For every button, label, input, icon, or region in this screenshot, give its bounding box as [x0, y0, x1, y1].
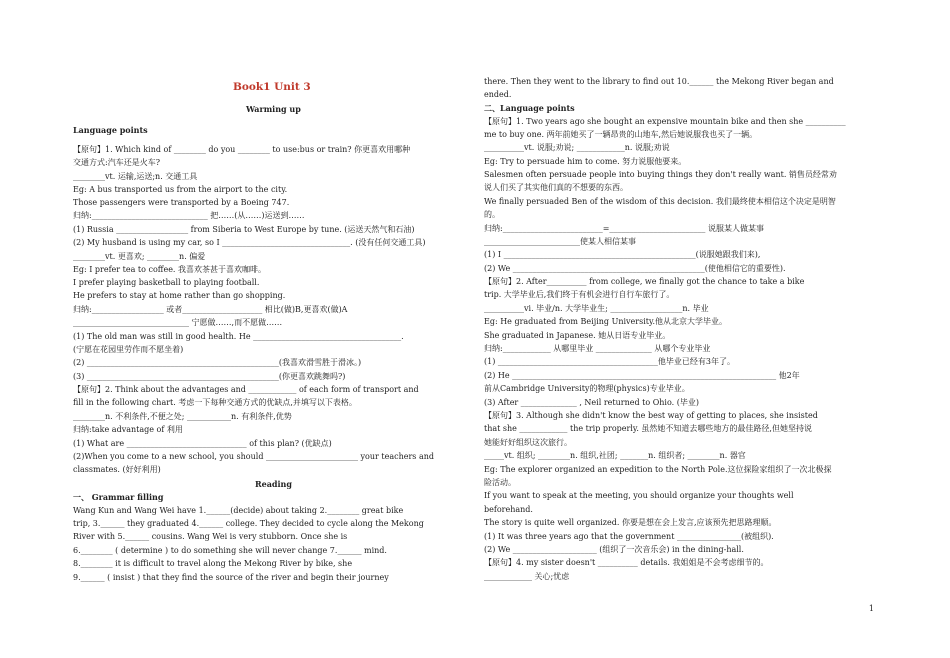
text-line: (1) The old man was still in good health. He _____________________________________. — [73, 332, 404, 341]
text-line: 她能好好组织这次旅行。 — [484, 438, 572, 447]
passage-line: Wang Kun and Wang Wei have 1.______(decide) about taking 2.________ great bike — [73, 506, 404, 515]
passage-line: 6.________ ( determine ) to do something she will never change 7.______ mind. — [73, 546, 387, 555]
passage-line: River with 5.______ cousins. Wang Wei is very stubborn. Once she is — [73, 532, 348, 541]
text-line: there. Then they went to the library to find out 10.______ the Mekong River began and — [484, 77, 834, 86]
text-line: trip. 大学毕业后,我们终于有机会进行自行车旅行了。 — [484, 290, 675, 299]
grammar-filling-heading: 一、 Grammar filling — [73, 492, 164, 502]
text-line: (3) ________________________________________________(你更喜欢跳舞吗?) — [73, 372, 346, 381]
passage-line: 9.______ ( insist ) that they find the source of the river and begin their journey — [73, 573, 389, 582]
text-line: (2) He __________________________________________________________________ 他2年 — [484, 371, 800, 380]
text-line: (2) We _____________________ (组织了一次音乐会) in the dining-hall. — [484, 545, 744, 554]
text-line: 的。 — [484, 210, 500, 219]
text-line: 【原句】1. Which kind of ________ do you ________ to use:bus or train? 你更喜欢用哪种 — [73, 145, 411, 154]
text-line: 说人们买了其实他们真的不想要的东西。 — [484, 183, 628, 192]
page-title: Book1 Unit 3 — [233, 81, 311, 93]
text-line: _____________________________ 宁愿做……,而不愿做…… — [73, 318, 283, 327]
text-line: (1) I ________________________________________________(说服她跟我们来), — [484, 250, 761, 259]
text-line: (3) After ______________ , Neil returned to Ohio. (毕业) — [484, 398, 699, 407]
text-line: 【原句】3. Although she didn't know the best way of getting to places, she insisted — [484, 411, 818, 420]
text-line: She graduated in Japanese. 她从日语专业毕业。 — [484, 331, 671, 340]
text-line: If you want to speak at the meeting, you should organize your thoughts well — [484, 491, 794, 500]
text-line: (1) ________________________________________他毕业已经有3年了。 — [484, 357, 735, 366]
text-line: Salesmen often persuade people into buying things they don't really want. 销售员经常劝 — [484, 170, 837, 179]
text-line: that she ____________ the trip properly. 虽然她不知道去哪些地方的最佳路径,但她坚持说 — [484, 424, 812, 433]
text-line: classmates. (好好利用) — [73, 465, 161, 474]
text-line: beforehand. — [484, 505, 533, 514]
text-line: Eg: He graduated from Beijing University.他从北京大学毕业。 — [484, 317, 727, 326]
page-number: 1 — [868, 604, 874, 613]
reading-heading: Reading — [255, 479, 292, 489]
text-line: ________vt. 运输,运送;n. 交通工具 — [73, 172, 198, 181]
text-line: (2) ________________________________________________(我喜欢滑雪胜于滑冰。) — [73, 358, 362, 367]
text-line: Those passengers were transported by a Boeing 747. — [73, 198, 290, 207]
language-points-heading-2: 二、Language points — [484, 103, 575, 113]
text-line: Eg: A bus transported us from the airport to the city. — [73, 185, 288, 194]
text-line: ____________ 关心;忧虑 — [484, 572, 570, 581]
text-line: We finally persuaded Ben of the wisdom of this decision. 我们最终使本相信这个决定是明智 — [484, 197, 836, 206]
language-points-heading: Language points — [73, 125, 148, 135]
text-line: 【原句】2. After__________ from college, we finally got the chance to take a bike — [484, 277, 805, 286]
text-line: ________________________使某人相信某事 — [484, 237, 636, 246]
text-line: The story is quite well organized. 你要是想在会上发言,应该预先把思路理顺。 — [484, 518, 777, 527]
text-line: 归纳:_________________________=________________________ 说服某人做某事 — [484, 224, 764, 233]
text-line: (1) What are ______________________________ of this plan? (优缺点) — [73, 439, 332, 448]
text-line: 【原句】4. my sister doesn't __________ details. 我姐姐是不会考虑细节的。 — [484, 558, 769, 567]
text-line: 归纳:take advantage of 利用 — [73, 425, 183, 434]
text-line: ________n. 不利条件,不便之处; ___________n. 有利条件,优势 — [73, 412, 292, 421]
text-line: Eg: The explorer organized an expedition to the North Pole.这位探险家组织了一次北极探 — [484, 465, 832, 474]
text-line: 归纳:____________ 从哪里毕业 ______________ 从哪个专业毕业 — [484, 344, 711, 353]
text-line: fill in the following chart. 考虑一下每种交通方式的优缺点,并填写以下表格。 — [73, 398, 357, 407]
text-line: _____vt. 组织; ________n. 组织,社团; _______n. 组织者; ________n. 器官 — [484, 451, 746, 460]
text-line: (1) Russia __________________ from Siberia to West Europe by tune. (运送天然气和石油) — [73, 225, 415, 234]
text-line: ended. — [484, 90, 512, 99]
text-line: 归纳:__________________ 或者____________________ 相比(做)B,更喜欢(做)A — [73, 305, 348, 314]
text-line: 交通方式:汽车还是火车? — [73, 158, 160, 167]
text-line: I prefer playing basketball to playing football. — [73, 278, 260, 287]
passage-line: trip, 3.______ they graduated 4.______ college. They decided to cycle along the Mekong — [73, 519, 424, 528]
text-line: 归纳:_____________________________ 把……(从……)运送到…… — [73, 211, 305, 220]
text-line: 险活动。 — [484, 478, 516, 487]
text-line: (2) We ________________________________________________(使他相信它的重要性). — [484, 264, 786, 273]
text-line: Eg: Try to persuade him to come. 努力说服他要来。 — [484, 157, 687, 166]
warming-up-heading: Warming up — [246, 104, 301, 114]
text-line: (宁愿在花园里劳作而不愿坐着) — [73, 345, 184, 354]
text-line: 【原句】1. Two years ago she bought an expensive mountain bike and then she __________ — [484, 117, 846, 126]
text-line: me to buy one. 两年前她买了一辆昂贵的山地车,然后她说服我也买了一辆。 — [484, 130, 758, 139]
text-line: 前从Cambridge University的物理(physics)专业毕业。 — [484, 384, 690, 393]
text-line: 【原句】2. Think about the advantages and ____________ of each form of transport and — [73, 385, 419, 394]
passage-line: 8.________ it is difficult to travel along the Mekong River by bike, she — [73, 559, 353, 568]
text-line: __________vi. 毕业/n. 大学毕业生; __________________n. 毕业 — [484, 304, 709, 313]
text-line: (2)When you come to a new school, you should _______________________ your teachers and — [73, 452, 434, 461]
text-line: ________vt. 更喜欢; ________n. 偏爱 — [73, 252, 206, 261]
text-line: (2) My husband is using my car, so I ________________________________. (没有任何交通工具) — [73, 238, 426, 247]
text-line: He prefers to stay at home rather than go shopping. — [73, 291, 286, 300]
text-line: Eg: I prefer tea to coffee. 我喜欢茶甚于喜欢咖啡。 — [73, 265, 267, 274]
text-line: __________vt. 说服;劝说; ____________n. 说服;劝说 — [484, 143, 670, 152]
text-line: (1) It was three years ago that the government ________________(被组织). — [484, 532, 774, 541]
